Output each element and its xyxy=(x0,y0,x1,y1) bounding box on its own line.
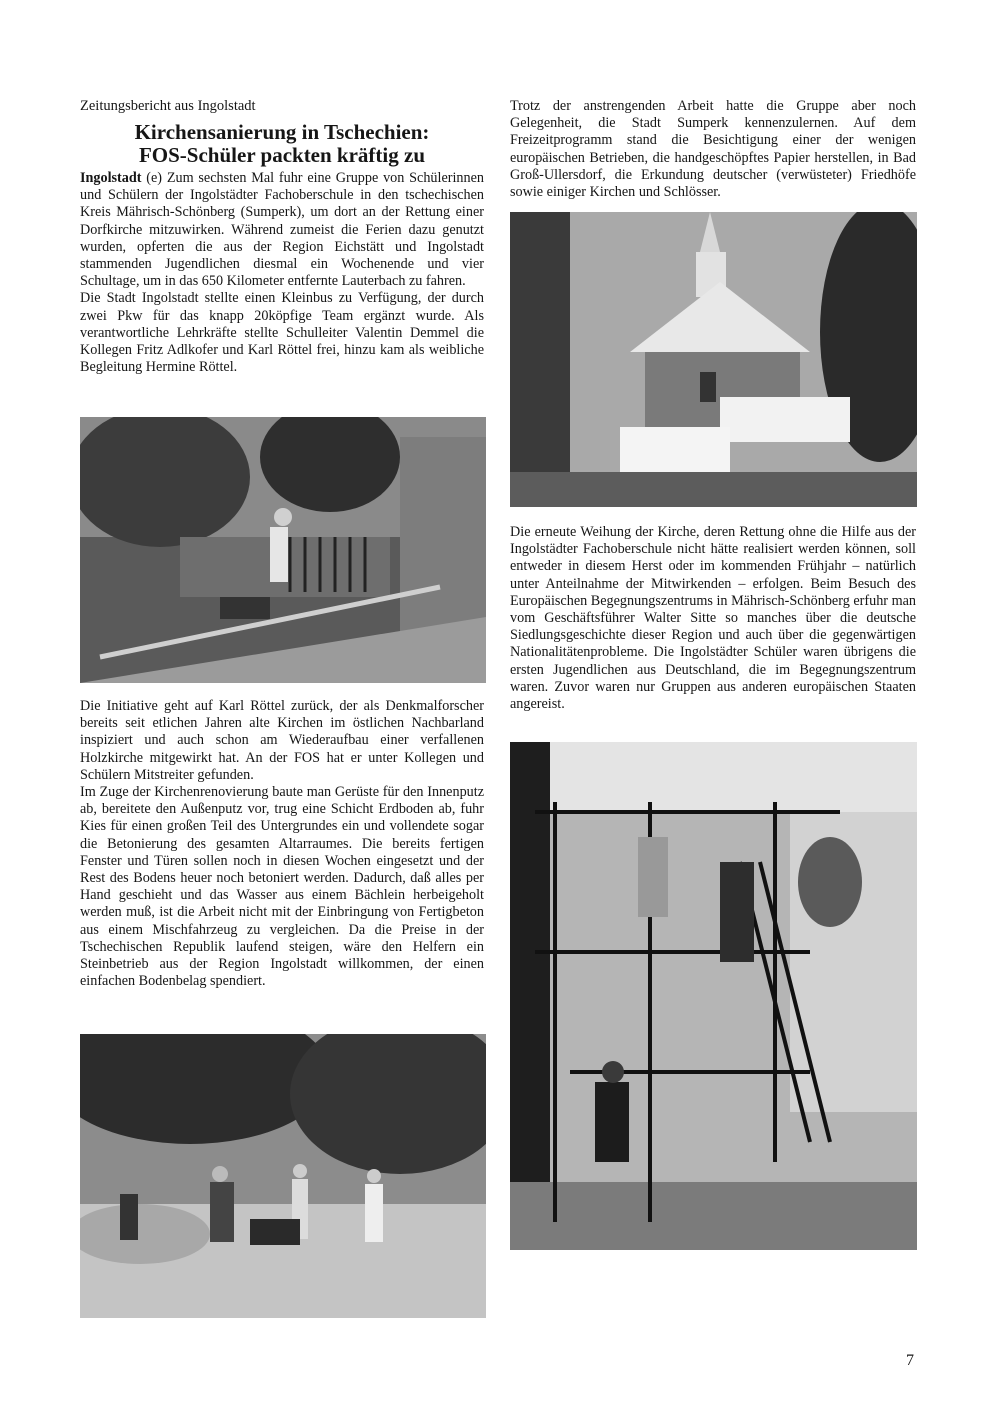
page-number: 7 xyxy=(906,1352,914,1369)
left-column-middle xyxy=(80,698,484,990)
kicker: Zeitungsbericht aus Ingolstadt xyxy=(80,98,256,114)
headline-line-1: Kirchensanierung in Tschechien: xyxy=(134,120,430,144)
right-column-middle xyxy=(510,524,916,713)
paragraph-1 xyxy=(80,170,484,290)
paragraph-1-text: (e) Zum sechsten Mal fuhr eine Gruppe von Schülerinnen und Schülern der Ingolstädter Fachoberschule in den tschechischen Kreis Mährisch-Schönberg (Sumperk), um dort an der Rettung einer Dorfkirche mitzuwirken. Während zumeist die Ferien dazu genutzt wurden, opferten die aus der Region Eichstätt und Ingolstadt stammenden Jugendlichen diesmal ein Wochenende und vier Schultage, um in das 650 Kilometer entfernte Lauterbach zu fahren. xyxy=(80,170,484,290)
right-column-top xyxy=(510,98,916,201)
photo-church-with-cars xyxy=(510,212,917,507)
photo-workers-at-wall xyxy=(80,417,486,683)
paragraph-2: Die Stadt Ingolstadt stellte einen Kleinbus zu Verfügung, der durch zwei Pkw für das knapp 20köpfige Team ergänzt wurde. Als verantwortliche Lehrkräfte stellte Schulleiter Valentin Demmel die Kollegen Fritz Adlkofer und Karl Röttel frei, hinzu kam als weibliche Begleitung Hermine Röttel. xyxy=(80,290,484,376)
headline-line-2: FOS-Schüler packten kräftig zu xyxy=(138,142,426,167)
left-column-top xyxy=(80,98,484,376)
paragraph-4: Im Zuge der Kirchenrenovierung baute man Gerüste für den Innenputz ab, bereitete den Außenputz vor, trug eine Schicht Erdboden ab, fuhr Kies für einen großen Teil des Untergrundes ein und vollendete sogar die Betonierung des gesamten Altarraumes. Die bereits fertigen Fenster und Türen sollen noch in diesen Wochen eingesetzt und der Rest des Bodens heuer noch betoniert werden. Dadurch, daß alles per Hand geschieht und das Wasser aus einem Bächlein herbeigeholt werden muß, ist die Arbeit nicht mit der Einbringung von Fertigbeton aus einem Mischfahrzeug zu vergleichen. Da die Preise in der Tschechischen Republik laufend steigen, wäre den Helfern ein Steinbetrieb aus der Region Ingolstadt willkommen, der einen einfachen Bodenbelag spendiert. xyxy=(80,784,484,990)
paragraph-6: Die erneute Weihung der Kirche, deren Rettung ohne die Hilfe aus der Ingolstädter Fachoberschule nicht hätte realisiert werden können, soll entweder in diesem Herst oder im kommenden Frühjahr – natürlich unter Anteilnahme der Mitwirkenden – erfolgen. Beim Besuch des Europäischen Begegnungszentrums in Mährisch-Schönberg erfuhr man vom Geschäftsführer Walter Sitte so manches über die deutsche Siedlungsgeschichte dieser Region und auch über die gegenwärtigen Nationalitätenprobleme. Die Ingolstädter Schüler waren übrigens die ersten Jugendlichen aus Deutschland, die im Begegnungszentrum waren. Zuvor waren nur Gruppen aus anderen europäischen Staaten angereist. xyxy=(510,524,916,713)
headline xyxy=(80,121,484,166)
lead-place: Ingolstadt xyxy=(80,170,142,186)
paragraph-3: Die Initiative geht auf Karl Röttel zurück, der als Denkmalforscher bereits seit etlichen Jahren alte Kirchen im östlichen Nachbarland inspiziert und auch schon am Wiederaufbau einer verfallenen Holzkirche mitgewirkt hat. An der FOS hat er unter Kollegen und Schülern Mitstreiter gefunden. xyxy=(80,698,484,783)
photo-workers-wheelbarrow xyxy=(80,1034,486,1318)
photo-scaffolding-interior xyxy=(510,742,917,1250)
paragraph-5: Trotz der anstrengenden Arbeit hatte die Gruppe aber noch Gelegenheit, die Stadt Sumperk kennenzulernen. Auf dem Freizeitprogramm stand die Besichtigung einer der wenigen europäischen Betrieben, die handgeschöpftes Papier herstellen, in Bad Groß-Ullersdorf, die Erkundung deutscher (verwüsteter) Friedhöfe sowie einiger Kirchen und Schlösser. xyxy=(510,98,916,201)
